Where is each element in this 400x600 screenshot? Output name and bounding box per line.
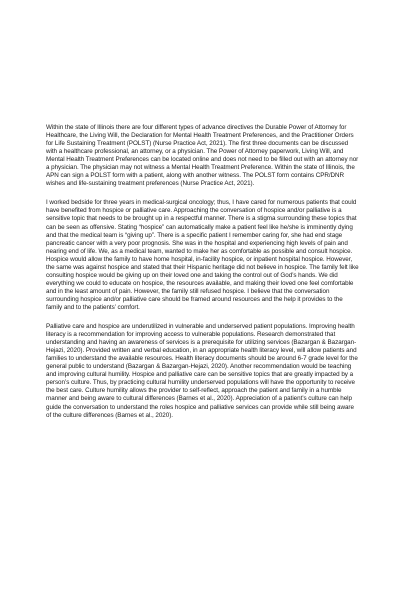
paragraph-advance-directives xyxy=(46,124,360,188)
paragraph-text: Palliative care and hospice are underutilized in vulnerable and underserved patient populations. Improving health literacy is a recommendation for improving access to vulnerable populations. Research demonstrated that understanding and having an awareness of services is a prerequisite for utilizing services (Bazargan & Bazargan-Hejazi, 2020). Provided written and verbal education, in an appropriate health literacy level, will allow patients and families to understand the available resources. Health literacy documents should be around 6-7 grade level for the general public to understand (Bazargan & Bazargan-Hejazi, 2020). Another recommendation would be teaching and improving cultural humility. Hospice and palliative care can be sensitive topics that are greatly impacted by a person’s culture. Thus, by practicing cultural humility underserved populations will have the opportunity to receive the best care. Culture humility allows the provider to self-reflect, approach the patient and family in a humble manner and being aware to cultural differences (Barnes et al., 2020). Appreciation of a patient’s culture can help guide the conversation to understand the roles hospice and palliative services can provide while still being aware of the culture differences (Barnes et al., 2020). xyxy=(46,323,358,419)
paragraph-personal-experience xyxy=(46,199,360,312)
paragraph-text: I worked bedside for three years in medical-surgical oncology; thus, I have cared for numerous patients that could have benefited from hospice or palliative care. Approaching the conversation of hospice and/or palliative is a sensitive topic that needs to be brought up in a respectful manner. There is a stigma surrounding these topics that can be seen as offensive. Stating “hospice” can automatically make a patient feel like he/she is imminently dying and that the medical team is “giving up”. There is a specific patient I remember caring for, she had end stage pancreatic cancer with a very poor prognosis. She was in the hospital and experiencing high levels of pain and nearing end of life. We, as a medical team, wanted to make her as comfortable as possible and consult hospice. Hospice would allow the family to have home hospital, in-facility hospice, or inpatient hospital hospice. However, the same was against hospice and stated that their Hispanic heritage did not believe in hospice. The family felt like consulting hospice would be giving up on their loved one and taking the control out of God’s hands. We did everything we could to educate on hospice, the resources available, and making their loved one feel comfortable and in the least amount of pain. However, the family still refused hospice. I believe that the conversation surrounding hospice and/or palliative care should be framed around resources and the help it provides to the family and to the patients’ comfort. xyxy=(46,199,359,311)
document-body xyxy=(46,124,360,431)
paragraph-text: Within the state of Illinois there are four different types of advance directives the Durable Power of Attorney for Healthcare, the Living Will, the Declaration for Mental Health Treatment Preferences, and the Practitioner Orders for Life Sustaining Treatment (POLST) (Nurse Practice Act, 2021). The first three documents can be discussed with a healthcare professional, an attorney, or a physician. The Power of Attorney paperwork, Living Will, and Mental Health Treatment Preferences can be located online and does not need to be filled out with an attorney nor a physician. The physician may not witness a Mental Health Treatment Preference. Within the state of Illinois, the APN can sign a POLST form with a patient, along with another witness. The POLST form contains CPR/DNR wishes and life-sustaining treatment preferences (Nurse Practice Act, 2021). xyxy=(46,124,359,188)
paragraph-recommendations xyxy=(46,323,360,420)
